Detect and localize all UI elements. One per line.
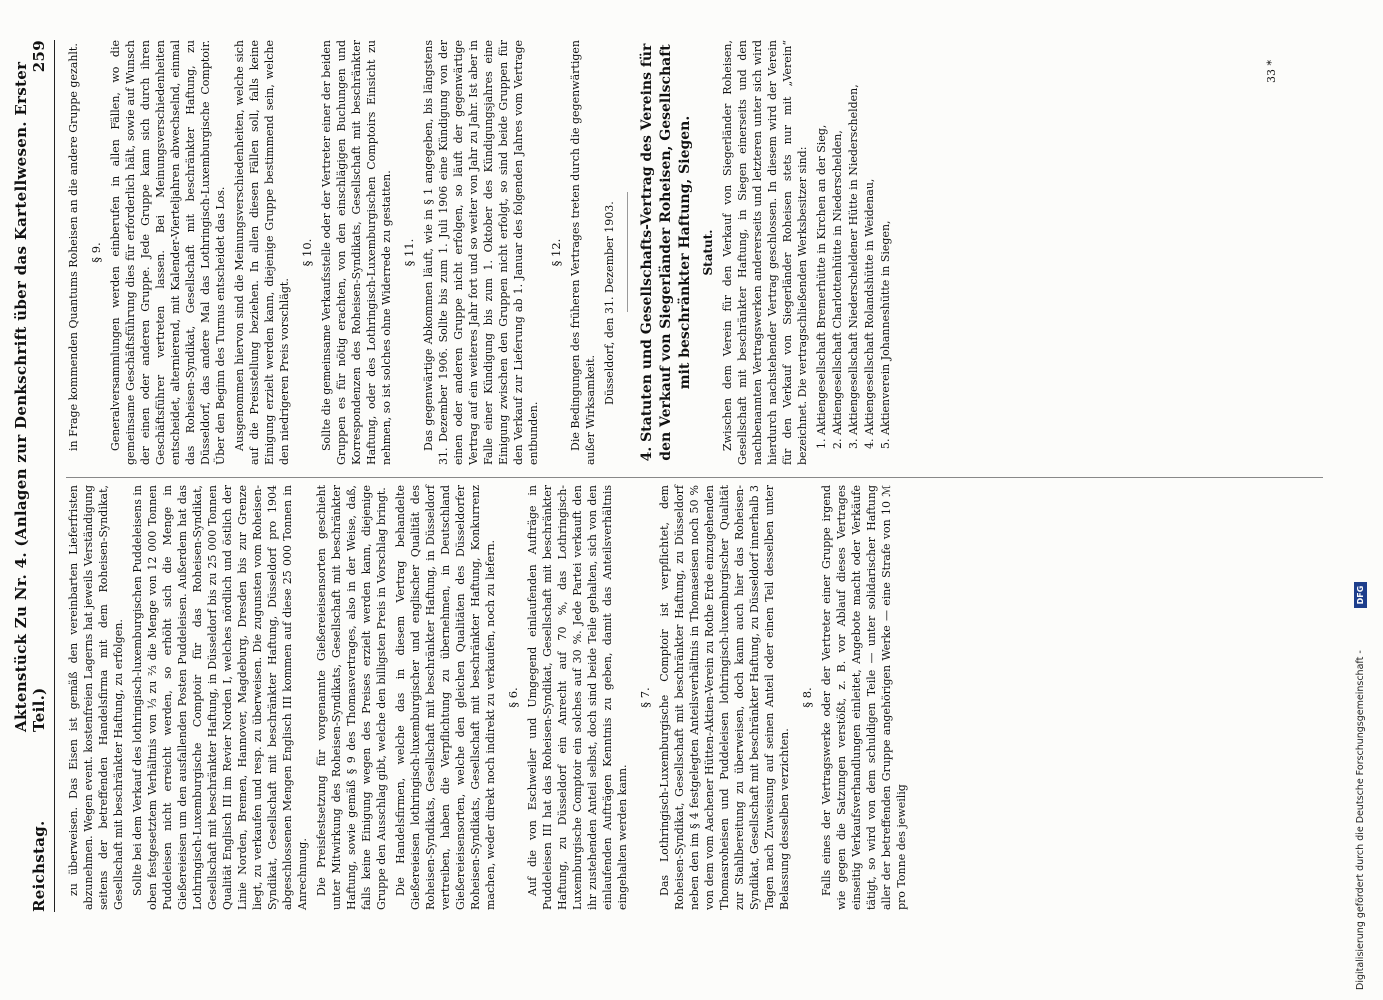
section-heading-11: § 11. [402, 238, 416, 267]
paragraph: Sollte bei dem Verkauf des lothringisch-luxemburgischen Puddeleisens in oben festgesetztem Verhältnis von ⅓ zu ⅔ die Menge von 12 000 Tonnen Puddeleisen nicht erreicht werden, so erhöht sich die Menge in Gießereieisen um den ausfallenden Posten Puddeleisen. Außerdem hat das Lothringisch-Luxemburgische Comptoir für das Roheisen-Syndikat, Gesellschaft mit beschränkter Haftung, in Düsseldorf bis zu 25 000 Tonnen Qualität Englisch III im Revier Norden I, welches nördlich und östlich der Linie Norden, Bremen, Hannover, Magdeburg, Dresden bis zur Grenze liegt, zu verkaufen und resp. zu überweisen. Die zugunsten vom Roheisen-Syndikat, Gesellschaft mit beschränkter Haftung, Düsseldorf pro 1904 abgeschlossenen Mengen Englisch III kommen auf diese 25 000 Tonnen in Anrechnung. [131, 485, 309, 910]
page-number: 259 [30, 40, 48, 73]
paragraph: Die Handelsfirmen, welche das in diesem Vertrag behandelte Gießereieisen lothringisch-luxemburgischer und englischer Qualität des Roheisen-Syndikats, Gesellschaft mit beschränkter Haftung, in Düsseldorf vertreiben, haben die Verpflichtung zu übernehmen, in Deutschland Gießereieisensorten, welche den gleichen Qualitäten des Düsseldorfer Roheisen-Syndikats, Gesellschaft mit beschränkter Haftung, Konkurrenz machen, weder direkt noch indirekt zu verkaufen, noch zu liefern. [394, 485, 497, 910]
list-item: 5. Aktienverein Johanneshütte in Siegen, [878, 40, 893, 435]
statut-heading: Statut. [701, 229, 715, 276]
paragraph: Generalversammlungen werden einberufen in allen Fällen, wo die gemeinsame Geschäftsführung dies für erforderlich hält, sowie auf Wunsch der einen oder anderen Gruppe. Jede Gruppe kann sich durch ihren Geschäftsführer vertreten lassen. Bei Meinungsverschiedenheiten entscheidet, alternierend, mit Kalender-Vierteljahren abwechselnd, einmal das Roheisen-Syndikat, Gesellschaft mit beschränkter Haftung, zu Düsseldorf, das andere Mal das Lothringisch-Luxemburgische Comptoir. Über den Beginn des Turnus entscheidet das Los. [109, 40, 227, 465]
page-header [14, 40, 55, 912]
section-heading-10: § 10. [300, 238, 314, 267]
section-heading-12: § 12. [549, 238, 563, 267]
place-date: Düsseldorf, den 31. Dezember 1903. [603, 201, 616, 405]
section-heading-7: § 7. [638, 687, 652, 708]
credit-text: Digitalisierung gefördert durch die Deutsche Forschungsgemeinschaft - [1355, 650, 1366, 990]
left-column [66, 485, 913, 910]
paragraph: Falls eines der Vertragswerke oder der Vertreter einer Gruppe irgend wie gegen die Satzungen verstößt, z. B. vor Ablauf dieses Vertrages einseitig Verkaufsverhandlungen einleitet, Angebote macht oder Verkäufe tätigt, so wird von dem schuldigen Teile — unter solidarischer Haftung aller der betreffenden Gruppe angehörigen Werke — eine Strafe von 10 ℳ pro Tonne des jeweilig [820, 485, 908, 910]
paragraph: in Frage kommenden Quantums Roheisen an die andere Gruppe gezahlt. [67, 43, 80, 451]
list-item: 4. Aktiengesellschaft Rolandshütte in Weidenau, [862, 40, 877, 435]
paragraph: Das gegenwärtige Abkommen läuft, wie in § 1 angegeben, bis längstens 31. Dezember 1906. Sollte bis zum 1. Juli 1906 eine Kündigung von der einen oder anderen Gruppe nicht erfolgen, so läuft der gegenwärtige Vertrag auf ein weiteres Jahr fort und so weiter von Jahr zu Jahr. Ist aber in Falle einer Kündigung bis zum 1. Oktober des Kündigungsjahres eine Einigung zwischen den Gruppen nicht erfolgt, so sind beide Gruppen für den Verkauf zur Lieferung ab 1. Januar des folgenden Jahres vom Vertrage entbunden. [422, 40, 540, 465]
member-list [814, 40, 893, 465]
section-heading-9: § 9. [89, 242, 103, 263]
section-heading-6: § 6. [506, 687, 520, 708]
header-center: Aktenstück Zu Nr. 4. (Anlagen zur Denkschrift über das Kartellwesen. Erster Teil.) [12, 61, 48, 732]
paragraph: zu überweisen. Das Eisen ist gemäß den vereinbarten Lieferfristen abzunehmen. Wegen event. kostenfreien Lagerns hat jeweils Verständigung seitens der betreffenden Handelsfirma mit dem Roheisen-Syndikat, Gesellschaft mit beschränkter Haftung, zu erfolgen. [67, 485, 125, 910]
paragraph: Die Preisfestsetzung für vorgenannte Gießereieisensorten geschieht unter Mitwirkung des Roheisen-Syndikats, Gesellschaft mit beschränkter Haftung, sowie gemäß § 9 des Thomasvertrages, also in der Weise, daß, falls keine Einigung wegen des Preises erzielt werden kann, diejenige Gruppe den Ausschlag gibt, welche den billigsten Preis in Vorschlag bringt. [315, 485, 388, 910]
paragraph: Die Bedingungen des früheren Vertrages treten durch die gegenwärtigen außer Wirksamkeit. [569, 40, 597, 465]
dfg-logo-icon: DFG [1354, 582, 1367, 608]
column-divider [66, 477, 1323, 478]
sheet-mark: 33 * [1265, 60, 1278, 83]
paragraph: Das Lothringisch-Luxemburgische Comptoir ist verpflichtet, dem Roheisen-Syndikat, Gesellschaft mit beschränkter Haftung, zu Düsseldorf neben den im § 4 festgelegten Anteilsverhältnis in Thomaseisen noch 50 % von dem vom Aachener Hütten-Aktien-Verein zu Rothe Erde einzugehenden Thomasroheisen und Puddeleisen lothringisch-luxemburgischer Qualität zur Stahlbereitung zu überweisen, doch kann auch hier das Roheisen-Syndikat, Gesellschaft mit beschränkter Haftung, zu Düsseldorf innerhalb 3 Tagen nach Zuweisung auf seinen Anteil oder einen Teil desselben unter Belassung desselben verzichten. [658, 485, 791, 910]
list-item: 2. Aktiengesellschaft Charlottenhütte in Niederschelden, [830, 40, 845, 435]
separator-rule [627, 193, 628, 313]
paragraph: Auf die von Eschweiler und Umgegend einlaufenden Aufträge in Puddeleisen III hat das Roheisen-Syndikat, Gesellschaft mit beschränkter Haftung, zu Düsseldorf ein Anrecht auf 70 %, das Lothringisch-Luxemburgische Comptoir ein solches auf 30 %. Jede Partei verkauft den ihr zustehenden Anteil selbst, doch sind beide Teile gehalten, sich von den einlaufenden Aufträgen Kenntnis zu geben, damit das Anteilsverhältnis eingehalten werden kann. [526, 485, 629, 910]
paragraph: Zwischen dem Verein für den Verkauf von Siegerländer Roheisen, Gesellschaft mit beschränkter Haftung, in Siegen einerseits und den nachbenannten Vertragswerken andererseits und letzteren unter sich wird hierdurch nachstehender Vertrag geschlossen. In diesem wird der Verein für den Verkauf von Siegerländer Roheisen stets nur mit „Verein“ bezeichnet. Die vertragschließenden Werksbesitzer sind: [721, 40, 809, 465]
right-column [66, 40, 894, 465]
document-title: 4. Statuten und Gesellschafts-Vertrag des Vereins für den Verkauf von Siegerländer Roheisen, Gesellschaft mit beschränkter Haftung, Siegen. [639, 43, 693, 462]
paragraph: Sollte die gemeinsame Verkaufsstelle oder der Vertreter einer der beiden Gruppen es für nötig erachten, von den einschlägigen Buchungen und Korrespondenzen des Roheisen-Syndikats, Gesellschaft mit beschränkter Haftung, oder des Lothringisch-Luxemburgischen Comptoirs Einsicht zu nehmen, so ist solches ohne Widerrede zu gestatten. [320, 40, 393, 465]
list-item: 1. Aktiengesellschaft Bremerhütte in Kirchen an der Sieg, [814, 40, 829, 435]
section-heading-8: § 8. [800, 687, 814, 708]
list-item: 3. Aktiengesellschaft Niederscheldener Hütte in Niederschelden, [846, 40, 861, 435]
paragraph: Ausgenommen hiervon sind die Meinungsverschiedenheiten, welche sich auf die Preisstellung beziehen. In allen diesen Fällen soll, falls keine Einigung erzielt werden kann, diejenige Gruppe bestimmend sein, welche den niedrigeren Preis vorschlägt. [233, 40, 291, 465]
header-left: Reichstag. [30, 820, 48, 912]
